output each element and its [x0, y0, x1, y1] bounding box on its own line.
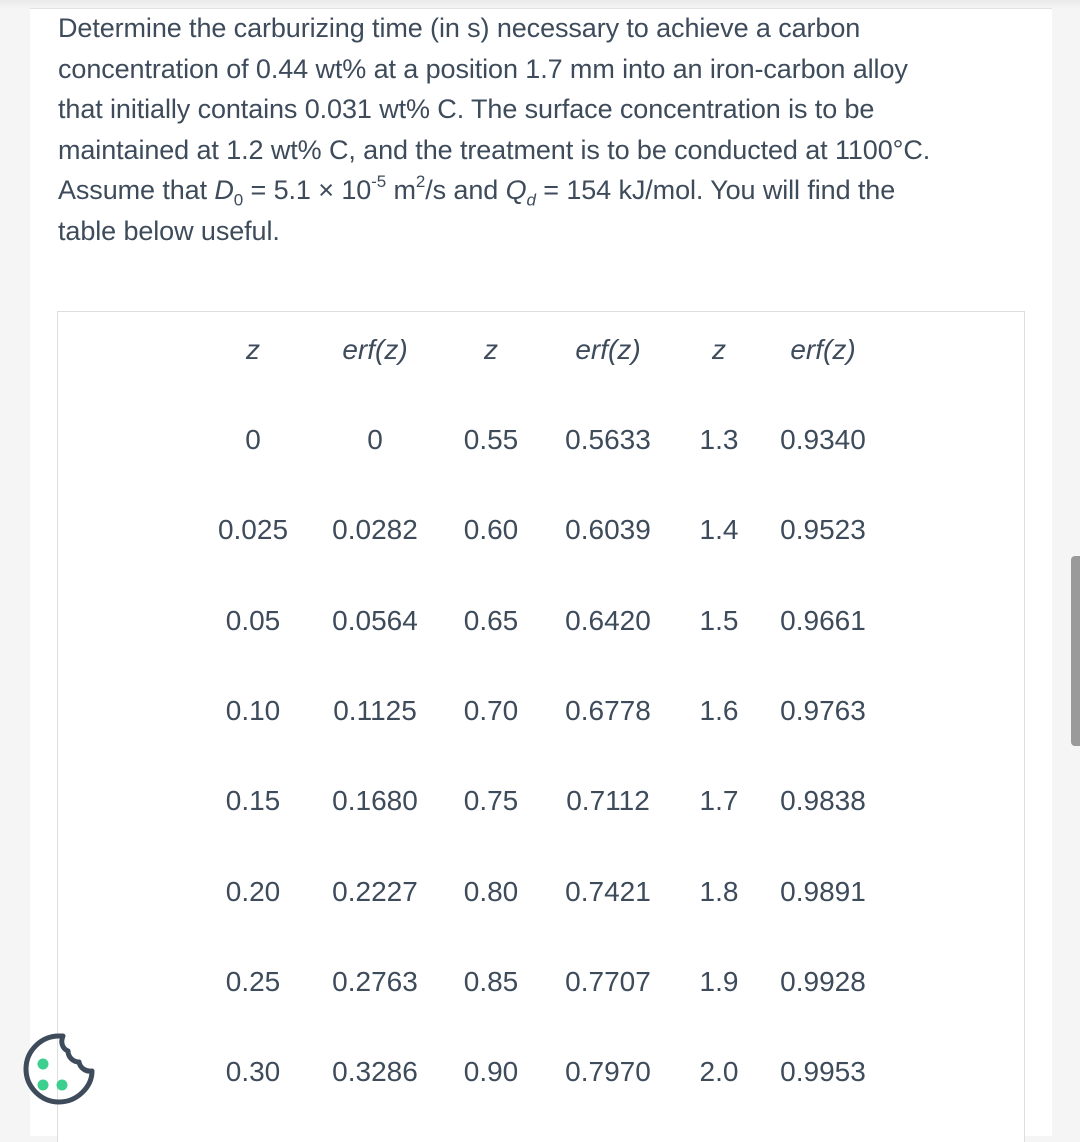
table-cell-erf: 0.3286	[332, 1056, 418, 1088]
table-cell-z: 0.25	[225, 965, 281, 997]
question-line: that initially contains 0.031 wt% C. The surface concentration is to be	[58, 94, 875, 124]
table-cell-z: 1.9	[699, 965, 739, 997]
table-cell-z: 0.55	[463, 424, 519, 455]
table-cell-erf: 0.5633	[565, 424, 651, 455]
table-cell-z: 0.025	[217, 514, 289, 546]
table-cell-erf: 0.0564	[332, 604, 418, 636]
table-cell-z: 0.75	[463, 785, 519, 817]
table-cell-erf: 0.6420	[565, 604, 651, 636]
table-cell-erf: 0.7707	[565, 965, 651, 997]
scrollbar-thumb[interactable]	[1071, 556, 1080, 746]
question-line: table below useful.	[58, 215, 280, 246]
table-cell-z: 2.0	[699, 1056, 739, 1088]
table-cell-z: 0.80	[463, 875, 519, 907]
question-line: maintained at 1.2 wt% C, and the treatment is to be conducted at 1100°C.	[58, 134, 931, 165]
table-cell-z: 0.60	[463, 514, 519, 546]
table-cell-z: 0	[245, 424, 261, 455]
table-header: z	[712, 334, 726, 365]
question-line-formula: Assume that $D_0 = 5.1 \times 10^{-5}$ $m^2/s$ and $Q_d = 154$ kJ/mol. You will find the	[58, 172, 896, 210]
table-cell-erf: 0.1680	[332, 785, 418, 817]
table-cell-erf: 0.7112	[566, 785, 650, 817]
question-line: concentration of 0.44 wt% at a position 1.7 mm into an iron-carbon alloy	[58, 53, 908, 84]
table-cell-erf: 0.6039	[565, 514, 651, 546]
table-cell-z: 0.65	[463, 604, 519, 636]
question-text	[58, 8, 1018, 251]
table-cell-z: 1.7	[699, 785, 739, 817]
table-cell-erf: 0.9523	[780, 514, 866, 546]
cookie-icon[interactable]	[22, 1032, 96, 1106]
table-cell-erf: 0.9340	[780, 424, 866, 455]
table-cell-erf: 0	[367, 424, 383, 455]
top-shadow	[0, 0, 1080, 8]
table-header: erf(z)	[342, 334, 408, 365]
table-cell-z: 0.30	[225, 1056, 281, 1088]
table-header: z	[484, 334, 498, 365]
table-cell-z: 0.15	[225, 785, 281, 817]
table-cell-erf: 0.9763	[780, 694, 866, 726]
table-cell-z: 0.20	[225, 875, 281, 907]
table-cell-z: 0.70	[463, 694, 519, 726]
table-cell-erf: 0.1125	[333, 694, 417, 726]
table-cell-erf: 0.7421	[565, 875, 651, 907]
table-header: erf(z)	[790, 334, 856, 365]
table-cell-erf: 0.9838	[780, 785, 866, 817]
table-header: erf(z)	[575, 334, 641, 365]
table-header: z	[246, 334, 260, 365]
question-line: Determine the carburizing time (in s) necessary to achieve a carbon	[58, 13, 861, 43]
table-cell-z: 1.6	[699, 694, 739, 726]
table-cell-erf: 0.2227	[332, 875, 418, 907]
table-cell-z: 1.3	[699, 424, 739, 455]
table-cell-z: 1.8	[699, 875, 739, 907]
table-cell-erf: 0.7970	[565, 1056, 651, 1088]
table-cell-erf: 0.6778	[565, 694, 651, 726]
table-cell-z: 0.10	[225, 694, 281, 726]
table-cell-z: 0.90	[463, 1056, 519, 1088]
table-cell-erf: 0.0282	[332, 514, 418, 546]
table-cell-erf: 0.9891	[780, 875, 866, 907]
table-cell-erf: 0.2763	[332, 965, 418, 997]
table-cell-z: 0.85	[463, 965, 519, 997]
table-cell-erf: 0.9953	[780, 1056, 866, 1088]
table-cell-erf: 0.9928	[780, 965, 866, 997]
table-cell-z: 1.5	[699, 604, 739, 636]
table-cell-z: 0.05	[225, 604, 281, 636]
table-cell-z: 1.4	[699, 514, 739, 546]
table-cell-erf: 0.9661	[780, 604, 866, 636]
